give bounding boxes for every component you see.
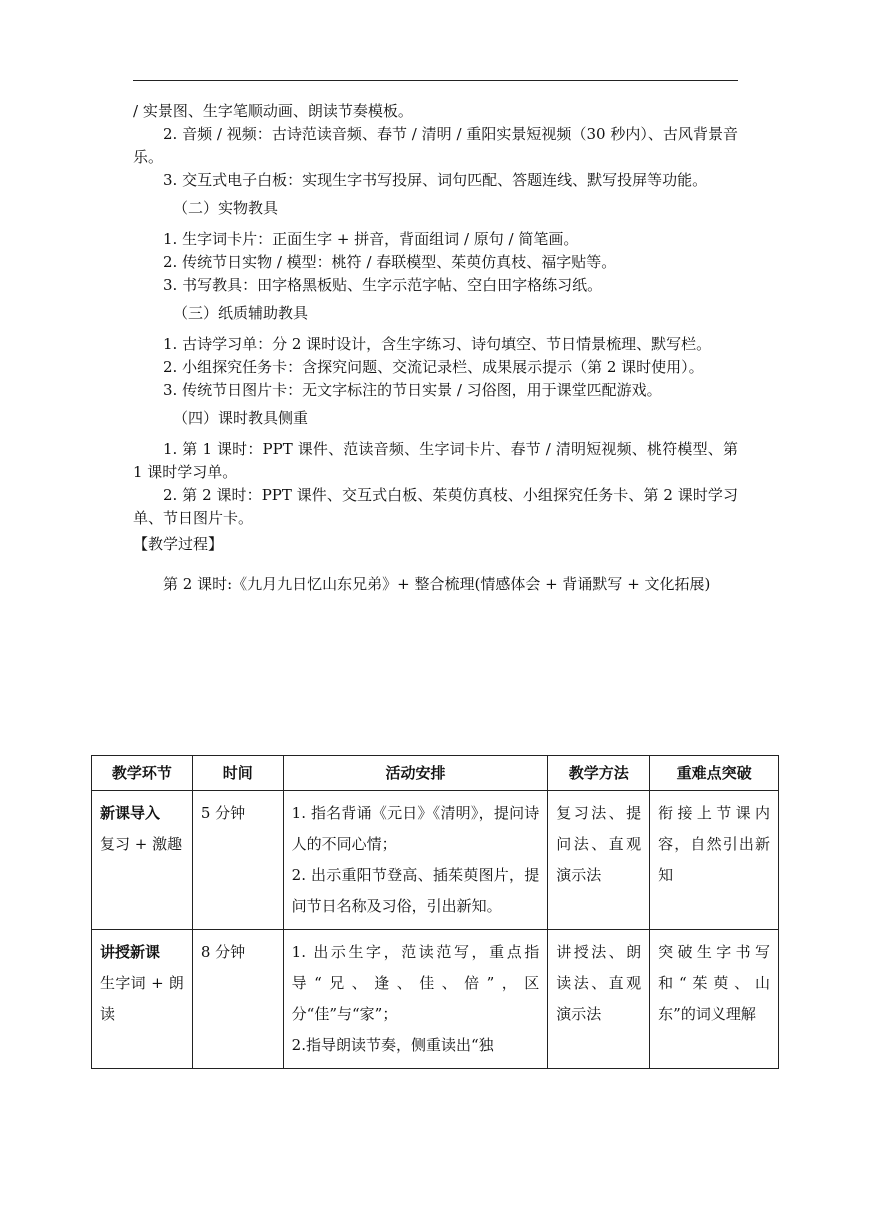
method-cell: 复习法、提问法、直观演示法 (548, 791, 650, 930)
stage-title: 讲授新课 (100, 943, 161, 961)
activity-step: 1. 出示生字，范读范写，重点指导“兄、逢、佳、倍”，区分“佳”与“家”； (291, 943, 540, 1023)
stage-subtitle: 生字词 + 朗读 (100, 974, 184, 1023)
paragraph-task-card: 2. 小组探究任务卡：含探究问题、交流记录栏、成果展示提示（第 2 课时使用）。 (163, 358, 704, 376)
key-points-cell: 突破生字书写和“茱萸、山东”的词义理解 (650, 930, 779, 1069)
paragraph-audio-video: 2. 音频 / 视频：古诗范读音频、春节 / 清明 / 重阳实景短视频（30 秒内）、古风背景音乐。 (133, 125, 738, 166)
time-cell: 8 分钟 (192, 930, 283, 1069)
paragraph-study-sheet: 1. 古诗学习单：分 2 课时设计，含生字练习、诗句填空、节日情景梳理、默写栏。 (163, 335, 712, 353)
section-heading-paper-aids: （三）纸质辅助教具 (173, 304, 309, 322)
stage-title: 新课导入 (100, 804, 161, 822)
header-method: 教学方法 (548, 756, 650, 791)
stage-cell (92, 930, 193, 1069)
section-heading-lesson-focus: （四）课时教具侧重 (173, 409, 309, 427)
method-cell: 讲授法、朗读法、直观演示法 (548, 930, 650, 1069)
paragraph-lesson-1-aids: 1. 第 1 课时：PPT 课件、范读音频、生字词卡片、春节 / 清明短视频、桃符模型、第 1 课时学习单。 (133, 440, 738, 481)
header-stage: 教学环节 (92, 756, 193, 791)
header-time: 时间 (192, 756, 283, 791)
paragraph-courseware-cont: / 实景图、生字笔顺动画、朗读节奏模板。 (133, 102, 413, 120)
section-heading-teaching-process: 【教学过程】 (133, 535, 224, 553)
time-cell: 5 分钟 (192, 791, 283, 930)
lesson-intro: 第 2 课时:《九月九日忆山东兄弟》+ 整合梳理(情感体会 + 背诵默写 + 文化拓展) (163, 575, 711, 593)
header-rule (133, 80, 738, 81)
paragraph-lesson-2-aids: 2. 第 2 课时：PPT 课件、交互式白板、茱萸仿真枝、小组探究任务卡、第 2 课时学习单、节日图片卡。 (133, 486, 738, 527)
paragraph-word-cards: 1. 生字词卡片：正面生字 + 拼音，背面组词 / 原句 / 简笔画。 (163, 230, 579, 248)
table-row (92, 791, 779, 930)
paragraph-picture-cards: 3. 传统节日图片卡：无文字标注的节日实景 / 习俗图，用于课堂匹配游戏。 (163, 381, 662, 399)
document-body (133, 100, 738, 601)
paragraph-writing-aids: 3. 书写教具：田字格黑板贴、生字示范字帖、空白田字格练习纸。 (163, 276, 603, 294)
activity-step: 2. 出示重阳节登高、插茱萸图片，提问节日名称及习俗，引出新知。 (291, 866, 540, 915)
stage-cell (92, 791, 193, 930)
key-points-cell: 衔接上节课内容，自然引出新知 (650, 791, 779, 930)
header-key-points: 重难点突破 (650, 756, 779, 791)
lesson-plan-table (91, 755, 779, 1069)
activity-cell (283, 930, 548, 1069)
paragraph-festival-models: 2. 传统节日实物 / 模型：桃符 / 春联模型、茱萸仿真枝、福字贴等。 (163, 253, 617, 271)
activity-cell (283, 791, 548, 930)
table-header-row (92, 756, 779, 791)
table-row (92, 930, 779, 1069)
section-heading-physical-aids: （二）实物教具 (173, 199, 279, 217)
activity-step: 1. 指名背诵《元日》《清明》，提问诗人的不同心情； (291, 804, 540, 853)
stage-subtitle: 复习 + 激趣 (100, 835, 183, 853)
header-activity: 活动安排 (283, 756, 548, 791)
paragraph-whiteboard: 3. 交互式电子白板：实现生字书写投屏、词句匹配、答题连线、默写投屏等功能。 (163, 171, 708, 189)
activity-step: 2.指导朗读节奏，侧重读出“独 (291, 1036, 494, 1054)
